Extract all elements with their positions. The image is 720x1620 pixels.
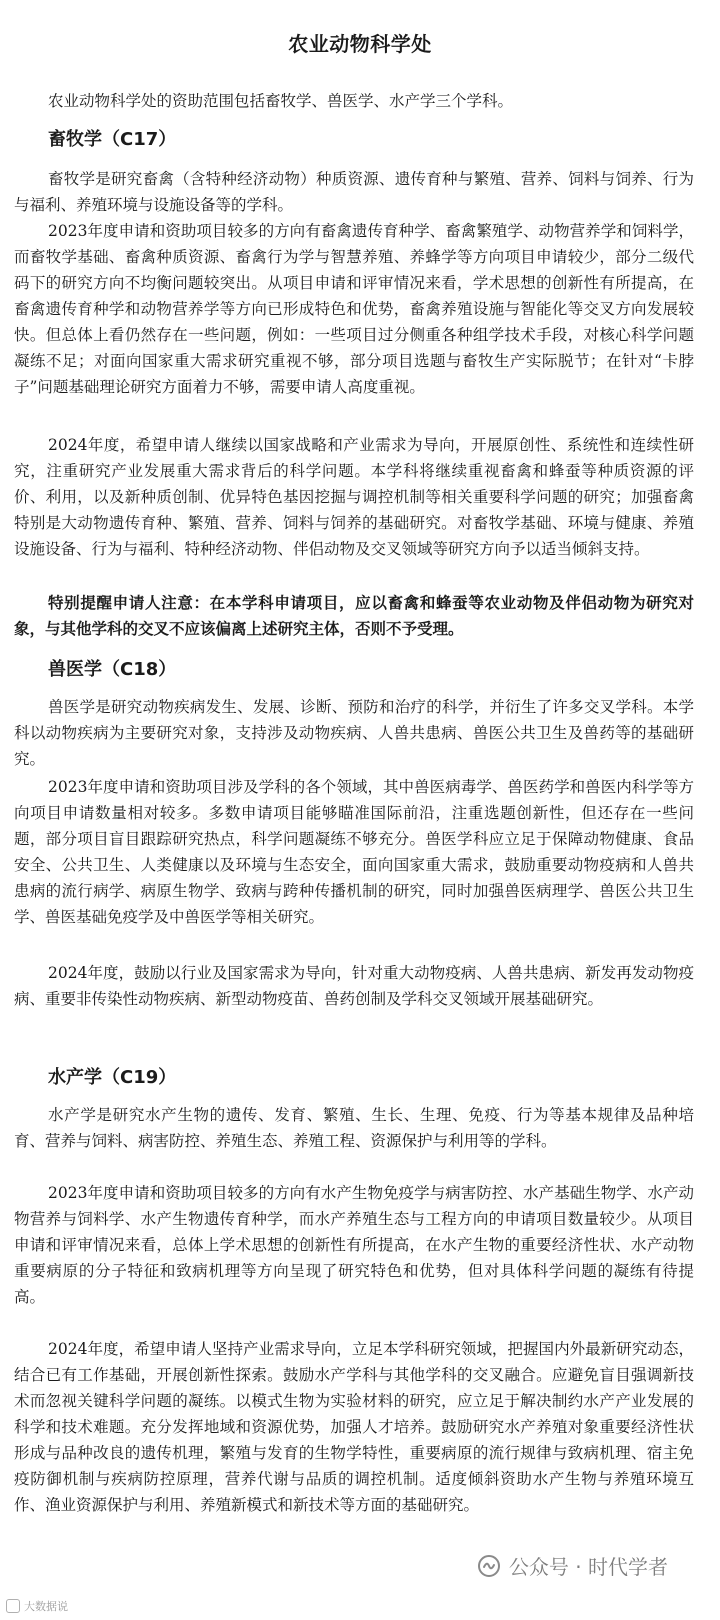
intro-text: 农业动物科学处的资助范围包括畜牧学、兽医学、水产学三个学科。 xyxy=(48,92,514,110)
section-paragraph: 2024年度，希望申请人坚持产业需求导向，立足本学科研究领域，把握国内外最新研究动态，结合已有工作基础，开展创新性探索。鼓励水产学科与其他学科的交叉融合。应避免盲目强调新技术而忽视关键科学问题的凝练。以模式生物为实验材料的研究，应立足于解决制约水产产业发展的科学和技术难题。充分发挥地域和资源优势，加强人才培养。鼓励研究水产养殖对象重要经济性状形成与品种改良的遗传机理，繁殖与发育的生物学特性，重要病原的流行规律与致病机理、宿主免疫防御机制与疾病防控原理，营养代谢与品质的调控机制。适度倾斜资助水产生物与养殖环境互作、渔业资源保护与利用、养殖新模式和新技术等方面的基础研究。 xyxy=(14,1340,694,1514)
section-paragraph: 2024年度，希望申请人继续以国家战略和产业需求为导向，开展原创性、系统性和连续性研究，注重研究产业发展重大需求背后的科学问题。本学科将继续重视畜禽和蜂蚕等种质资源的评价、利用，以及新种质创制、优异特色基因挖掘与调控机制等相关重要科学问题的研究；加强畜禽特别是大动物遗传育种、繁殖、营养、饲料与饲养的基础研究。对畜牧学基础、环境与健康、养殖设施设备、行为与福利、特种经济动物、伴侣动物及交叉领域等研究方向予以适当倾斜支持。 xyxy=(14,436,694,558)
section-paragraph: 2023年度申请和资助项目较多的方向有水产生物免疫学与病害防控、水产基础生物学、水产动物营养与饲料学、水产生物遗传育种学，而水产养殖生态与工程方向的申请项目数量较少。从项目申请和评审情况来看，总体上学术思想的创新性有所提高，在水产生物的重要经济性状、水产动物重要病原的分子特征和致病机理等方向呈现了研究特色和优势，但对具体科学问题的凝练有待提高。 xyxy=(14,1184,694,1306)
section-heading-c17: 畜牧学（C17） xyxy=(48,129,177,150)
section-paragraph: 兽医学是研究动物疾病发生、发展、诊断、预防和治疗的科学，并衍生了许多交叉学科。本学科以动物疾病为主要研究对象，支持涉及动物疾病、人兽共患病、兽医公共卫生及兽药等的基础研究。 xyxy=(14,698,694,768)
notice-paragraph: 特别提醒申请人注意：在本学科申请项目，应以畜禽和蜂蚕等农业动物及伴侣动物为研究对象，与其他学科的交叉不应该偏离上述研究主体，否则不予受理。 xyxy=(14,594,694,638)
app-logo-icon xyxy=(6,1599,20,1613)
wechat-channel-icon xyxy=(477,1554,501,1578)
section-paragraph: 2023年度申请和资助项目涉及学科的各个领域，其中兽医病毒学、兽医药学和兽医内科学等方向项目申请数量相对较多。多数申请项目能够瞄准国际前沿，注重选题创新性，但还存在一些问题，部分项目盲目跟踪研究热点，科学问题凝练不够充分。兽医学科应立足于保障动物健康、食品安全、公共卫生、人类健康以及环境与生态安全，面向国家重大需求，鼓励重要动物疫病和人兽共患病的流行病学、病原生物学、致病与跨种传播机制的研究，同时加强兽医病理学、兽医公共卫生学、兽医基础免疫学及中兽医学等相关研究。 xyxy=(14,778,694,926)
page-title: 农业动物科学处 xyxy=(288,32,432,56)
section-heading-c19: 水产学（C19） xyxy=(48,1067,177,1088)
corner-mark-text: 大数据说 xyxy=(24,1600,68,1613)
section-paragraph: 畜牧学是研究畜禽（含特种经济动物）种质资源、遗传育种与繁殖、营养、饲料与饲养、行为与福利、养殖环境与设施设备等的学科。 xyxy=(14,170,694,214)
section-paragraph: 水产学是研究水产生物的遗传、发育、繁殖、生长、生理、免疫、行为等基本规律及品种培育、营养与饲料、病害防控、养殖生态、养殖工程、资源保护与利用等的学科。 xyxy=(14,1106,694,1150)
watermark xyxy=(477,1551,668,1580)
section-heading-c18: 兽医学（C18） xyxy=(48,659,177,680)
corner-mark xyxy=(6,1598,68,1614)
section-paragraph: 2024年度，鼓励以行业及国家需求为导向，针对重大动物疫病、人兽共患病、新发再发动物疫病、重要非传染性动物疾病、新型动物疫苗、兽药创制及学科交叉领域开展基础研究。 xyxy=(14,964,694,1008)
section-paragraph: 2023年度申请和资助项目较多的方向有畜禽遗传育种学、畜禽繁殖学、动物营养学和饲料学，而畜牧学基础、畜禽种质资源、畜禽行为学与智慧养殖、养蜂学等方向项目申请较少，部分二级代码下的研究方向不均衡问题较突出。从项目申请和评审情况来看，学术思想的创新性有所提高，在畜禽遗传育种学和动物营养学等方向已形成特色和优势，畜禽养殖设施与智能化等交叉方向发展较快。但总体上看仍然存在一些问题，例如：一些项目过分侧重各种组学技术手段，对核心科学问题凝练不足；对面向国家重大需求研究重视不够，部分项目选题与畜牧生产实际脱节；在针对“卡脖子”问题基础理论研究方面着力不够，需要申请人高度重视。 xyxy=(14,222,694,396)
watermark-text: 公众号 · 时代学者 xyxy=(508,1555,668,1579)
